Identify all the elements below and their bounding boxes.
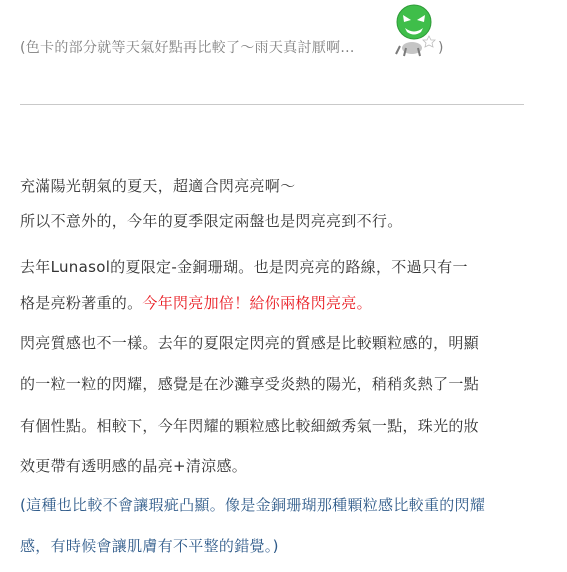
paragraph-line-8	[20, 456, 247, 476]
paragraph-text: 所以不意外的，今年的夏季限定兩盤也是閃亮亮到不行。	[20, 212, 403, 230]
note-close-paren: )	[438, 40, 444, 56]
paragraph-text: 效更帶有透明感的晶亮+清涼感。	[20, 457, 248, 475]
paragraph-line-1	[20, 176, 295, 196]
paragraph-text: 充滿陽光朝氣的夏天，超適合閃亮亮啊～	[20, 177, 296, 195]
paragraph-text: 格是亮粉著重的。	[20, 294, 143, 312]
paragraph-line-7	[20, 416, 479, 436]
note-text: (色卡的部分就等天氣好點再比較了～雨天真討厭啊...	[20, 40, 355, 56]
paragraph-text: 閃亮質感也不一樣。去年的夏限定閃亮的質感是比較顆粒感的，明顯	[20, 334, 480, 352]
note-line	[20, 38, 444, 58]
paragraph-line-3	[20, 257, 468, 277]
paragraph-line-5	[20, 333, 479, 353]
paragraph-text: 有個性點。相較下，今年閃耀的顆粒感比較細緻秀氣一點，珠光的妝	[20, 417, 480, 435]
paragraph-text: 的一粒一粒的閃耀，感覺是在沙灘享受炎熱的陽光，稍稍炙熱了一點	[20, 375, 480, 393]
aside-line-1	[20, 495, 485, 515]
divider	[20, 104, 524, 105]
paragraph-line-2	[20, 211, 403, 231]
aside-text: 感，有時候會讓肌膚有不平整的錯覺。)	[20, 537, 279, 555]
highlight-text: 今年閃亮加倍！給你兩格閃亮亮。	[142, 294, 372, 312]
green-angry-face-icon	[388, 2, 440, 58]
aside-text: (這種也比較不會讓瑕疵凸顯。像是金銅珊瑚那種顆粒感比較重的閃耀	[20, 496, 486, 514]
paragraph-text: 去年Lunasol的夏限定-金銅珊瑚。也是閃亮亮的路線，不過只有一	[20, 258, 468, 276]
paragraph-line-4	[20, 293, 372, 313]
aside-line-2	[20, 536, 279, 556]
paragraph-line-6	[20, 374, 479, 394]
